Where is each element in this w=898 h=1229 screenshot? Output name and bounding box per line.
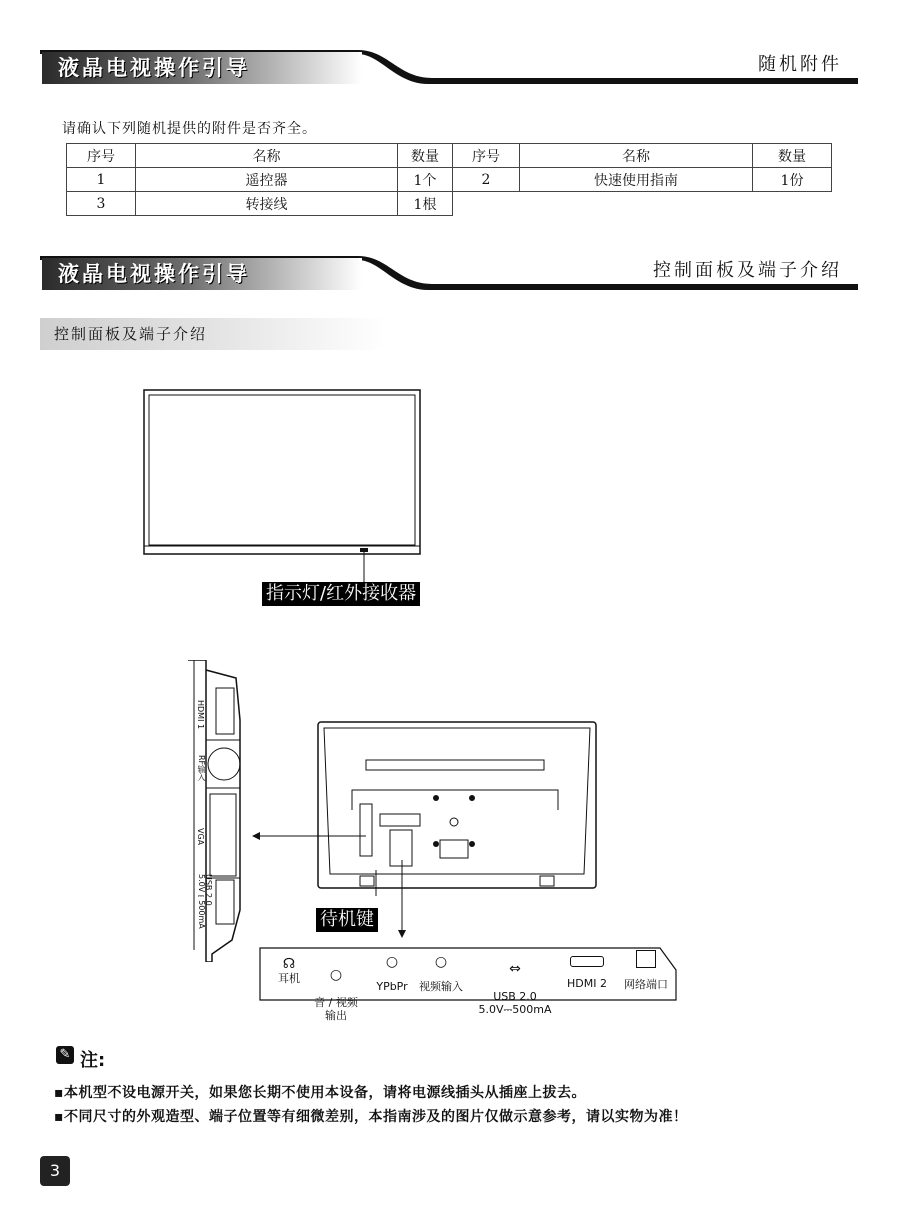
section-title-accessories: 随机附件 <box>758 54 842 75</box>
port-label: 耳机 <box>278 972 300 985</box>
table-header: 数量 <box>753 144 832 168</box>
accessories-intro: 请确认下列随机提供的附件是否齐全。 <box>62 121 317 137</box>
table-row <box>67 192 832 216</box>
port-label: YPbPr <box>376 980 408 993</box>
table-cell: 1根 <box>398 192 453 216</box>
notes-heading <box>56 1046 105 1072</box>
table-header: 名称 <box>136 144 398 168</box>
port-label: USB 2.0 5.0V⎓500mA <box>478 990 552 1016</box>
table-header: 序号 <box>67 144 136 168</box>
table-header: 数量 <box>398 144 453 168</box>
port-label: 网络端口 <box>624 978 668 991</box>
note-item: ▪不同尺寸的外观造型、端子位置等有细微差别，本指南涉及的图片仅做示意参考，请以实物为准！ <box>54 1109 688 1125</box>
side-port-rf: RF输入 <box>197 755 206 782</box>
port-label: 音 / 视频 输出 <box>314 996 358 1022</box>
notes-title: 注: <box>80 1050 106 1071</box>
table-header: 名称 <box>520 144 753 168</box>
tv-front-illustration <box>140 386 425 586</box>
table-cell: 转接线 <box>136 192 398 216</box>
table-header-row <box>67 144 832 168</box>
table-cell: 1 <box>67 168 136 192</box>
table-cell: 遥控器 <box>136 168 398 192</box>
header-tab <box>42 258 362 290</box>
header-bar-accessories <box>40 42 858 94</box>
table-cell: 3 <box>67 192 136 216</box>
table-row <box>67 168 832 192</box>
side-port-usb: USB 2.0 <box>204 874 213 906</box>
port-ethernet <box>616 950 676 991</box>
header-title: 液晶电视操作引导 <box>58 56 250 80</box>
port-av-out <box>306 954 366 1035</box>
port-headphone <box>270 956 308 985</box>
port-ypbpr <box>370 954 414 993</box>
ethernet-icon <box>636 950 656 968</box>
standby-key-label: 待机键 <box>316 908 378 932</box>
table-header: 序号 <box>453 144 520 168</box>
tv-back-illustration <box>240 720 600 960</box>
port-hdmi2 <box>560 954 614 990</box>
port-video-in <box>414 954 468 993</box>
usb-icon: ⇔ <box>509 961 521 977</box>
table-cell: 1份 <box>753 168 832 192</box>
table-cell: 快速使用指南 <box>520 168 753 192</box>
port-label: 视频输入 <box>419 980 463 993</box>
jack-icon: ○ <box>434 954 448 970</box>
note-item: ▪本机型不设电源开关，如果您长期不使用本设备，请将电源线插头从插座上拔去。 <box>54 1085 586 1101</box>
jack-icon: ○ <box>385 954 399 970</box>
subsection-header <box>40 318 385 350</box>
subsection-title: 控制面板及端子介绍 <box>54 325 208 343</box>
page-number: 3 <box>40 1156 70 1186</box>
side-port-vga: VGA <box>196 828 205 846</box>
jack-icon: ○ <box>329 967 343 983</box>
side-port-usb-rating: 5.0V⎓500mA <box>197 874 206 929</box>
port-usb <box>470 948 560 1029</box>
hdmi-icon <box>570 956 604 967</box>
indicator-label: 指示灯/红外接收器 <box>262 582 420 606</box>
headphone-icon: ☊ <box>282 956 296 972</box>
pencil-icon: ✎ <box>56 1046 74 1064</box>
table-cell: 1个 <box>398 168 453 192</box>
section-title-panel: 控制面板及端子介绍 <box>653 260 842 281</box>
side-port-hdmi1: HDMI 1 <box>196 700 205 730</box>
accessories-table <box>66 143 832 216</box>
header-bar-panel <box>40 248 858 300</box>
header-title: 液晶电视操作引导 <box>58 262 250 286</box>
port-label: HDMI 2 <box>567 977 607 990</box>
table-cell: 2 <box>453 168 520 192</box>
header-tab <box>42 52 362 84</box>
